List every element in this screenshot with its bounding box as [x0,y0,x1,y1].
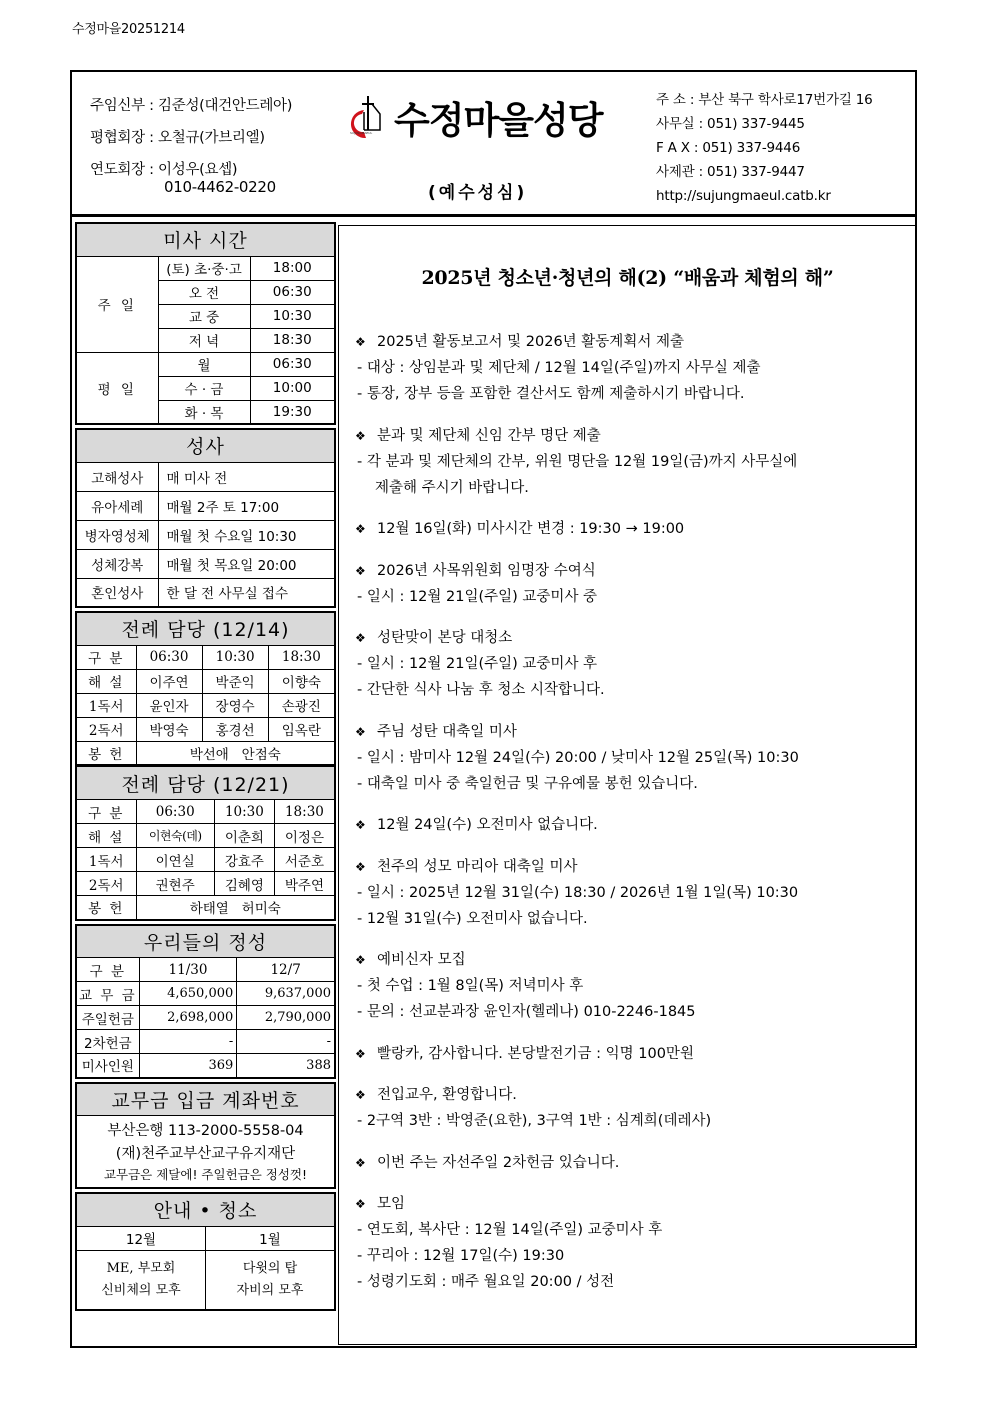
announcement-heading [355,719,910,745]
role-label: 해 설 [76,824,136,848]
announcements-list [355,329,910,1311]
assignee: 권현주 [136,872,214,896]
announcement-detail: - 일시 : 2025년 12월 31일(수) 18:30 / 2026년 1월 1일(목) 10:30 [357,884,799,901]
diamond-bullet-icon: ❖ [355,1197,366,1211]
announcement-heading [355,558,910,584]
weekday-label: 평 일 [76,352,158,424]
account-title: 교무금 입금 계좌번호 [76,1083,335,1116]
announcement-detail: - 연도회, 복사단 : 12월 14일(주일) 교중미사 후 [357,1222,663,1238]
announcement-detail: - 문의 : 선교분과장 윤인자(헬레나) 010-2246-1845 [357,1004,696,1020]
rectory-phone: 사제관 : 051) 337-9447 [656,164,805,180]
announcement-item [355,947,910,1025]
liturgy-title-1221: 전례 담당 (12/21) [76,767,335,800]
offering-type: 교 무 금 [76,982,139,1006]
announcement-item [355,625,910,703]
mass-name: 화 · 목 [158,400,250,424]
cleaning-title: 안내 • 청소 [76,1193,335,1226]
role-label: 2독서 [76,872,136,896]
parish-logo-icon [344,92,388,142]
assignee: 이춘희 [214,824,274,848]
account-note: 교무금은 제달에! 주일헌금은 정성껏! [103,1167,308,1182]
offering-type: 미사인원 [76,1054,139,1078]
attendance-count: 369 [139,1054,237,1078]
diamond-bullet-icon: ❖ [355,522,366,536]
diamond-bullet-icon: ❖ [355,818,366,832]
announcement-heading-text: 전입교우, 환영합니다. [377,1087,517,1103]
mass-time: 10:30 [250,304,335,328]
mass-name: 교 중 [158,304,250,328]
assignee: 박주연 [274,872,335,896]
announcement-heading-text: 모임 [377,1196,406,1212]
cleaning-groups-december [76,1250,206,1310]
mass-name: 수 · 금 [158,376,250,400]
column-header: 18:30 [274,800,335,824]
announcement-heading [355,854,910,880]
announcement-detail: - 성령기도회 : 매주 월요일 20:00 / 성전 [357,1274,615,1290]
announcement-detail: - 대축일 미사 중 축일헌금 및 구유예물 봉헌 있습니다. [357,775,698,792]
column-header: 06:30 [136,800,214,824]
sacrament-name: 병자영성체 [76,520,158,549]
announcement-detail: - 각 분과 및 제단체의 간부, 위원 명단을 12월 19일(금)까지 사무실에 [357,453,798,470]
sacrament-name: 성체강복 [76,549,158,578]
sacrament-name: 고해성사 [76,462,158,491]
announcement-heading-text: 2026년 사목위원회 임명장 수여식 [377,562,596,579]
diamond-bullet-icon: ❖ [355,1046,366,1061]
announcement-heading-text: 주님 성탄 대축일 미사 [377,723,517,740]
assignee: 서준호 [274,848,335,872]
announcement-detail: - 2구역 3반 : 박영준(요한), 3구역 1반 : 심계희(데레사) [357,1113,712,1129]
announcement-heading [355,329,910,355]
sacrament-schedule: 한 달 전 사무실 접수 [158,578,335,607]
sacrament-schedule: 매월 2주 토 17:00 [158,491,335,520]
offerings-title: 우리들의 정성 [76,925,335,958]
announcement-heading-text: 12월 24일(수) 오전미사 없습니다. [377,817,598,833]
sidebar [75,222,336,1314]
account-holder: (재)천주교부산교구유지재단 [115,1145,296,1162]
diamond-bullet-icon: ❖ [355,563,366,578]
bulletin-header [72,72,915,217]
announcement-heading-text: 분과 및 제단체 신임 간부 명단 제출 [377,427,601,444]
account-table [75,1082,336,1190]
office-phone: 사무실 : 051) 337-9445 [656,116,805,132]
announcement-detail: - 12월 31일(수) 오전미사 없습니다. [357,910,588,927]
announcement-heading-text: 예비신자 모집 [377,952,466,968]
announcement-detail: - 통장, 장부 등을 포함한 결산서도 함께 제출하시기 바랍니다. [357,386,745,402]
mass-time: 18:00 [250,256,335,280]
assignee: 이현숙(데) [136,824,214,848]
announcement-heading [355,1082,910,1108]
announcement-item [355,1150,910,1176]
group-name: 자비의 모후 [236,1282,304,1298]
mass-time: 06:30 [250,352,335,376]
assignee: 이정은 [274,824,335,848]
bank-account: 부산은행 113-2000-5558-04 [107,1123,304,1139]
sacrament-schedule: 매월 첫 목요일 20:00 [158,549,335,578]
liturgy-table-1221 [75,766,336,921]
role-label: 2독서 [76,717,136,741]
diamond-bullet-icon: ❖ [355,953,366,967]
mass-time: 10:00 [250,376,335,400]
diamond-bullet-icon: ❖ [355,859,366,874]
column-header: 11/30 [139,958,237,982]
liturgy-title-1214: 전례 담당 (12/14) [76,612,335,645]
announcement-item [355,812,910,838]
role-label: 1독서 [76,848,136,872]
announcement-detail: - 일시 : 밤미사 12월 24일(수) 20:00 / 낮미사 12월 25일(목) 10:30 [357,749,799,766]
offering-amount: 2,698,000 [139,1006,237,1030]
offering-type: 2차헌금 [76,1030,139,1054]
announcement-heading [355,947,910,973]
fax-number: F A X : 051) 337-9446 [656,140,801,156]
role-label: 1독서 [76,693,136,717]
month-header: 12월 [76,1226,206,1250]
offering-assignees: 하태열 허미숙 [136,896,335,920]
month-header: 1월 [206,1226,336,1250]
sacrament-schedule: 매 미사 전 [158,462,335,491]
column-header: 12/7 [237,958,335,982]
offering-amount: 9,637,000 [237,982,335,1006]
announcement-heading-text: 천주의 성모 마리아 대축일 미사 [377,858,578,875]
assignee: 이향숙 [268,669,335,693]
svg-text:SUJUNGMAEUL: SUJUNGMAEUL [350,131,373,135]
diamond-bullet-icon: ❖ [355,631,366,645]
announcement-item [355,558,910,610]
assignee: 윤인자 [136,693,202,717]
mass-name: 저 녁 [158,328,250,352]
bulletin-frame [70,70,917,1348]
attendance-count: 388 [237,1054,335,1078]
column-header: 10:30 [202,645,268,669]
announcement-heading-text: 빨랑카, 감사합니다. 본당발전기금 : 익명 100만원 [377,1045,694,1062]
announcements-title: 2025년 청소년·청년의 해(2) “배움과 체험의 해” [421,267,834,289]
announcement-heading [355,516,910,542]
offering-assignees: 박선애 안점숙 [136,741,335,765]
announcement-heading-text: 12월 16일(화) 미사시간 변경 : 19:30 → 19:00 [377,521,685,537]
contact-info [656,88,873,208]
mass-name: 오 전 [158,280,250,304]
offering-amount: - [237,1030,335,1054]
sacraments-table [75,428,336,608]
document-id: 수정마을20251214 [72,22,185,37]
sunday-label: 주 일 [76,256,158,352]
offering-amount: 4,650,000 [139,982,237,1006]
sacrament-schedule: 매월 첫 수요일 10:30 [158,520,335,549]
elderly-phone: 010-4462-0220 [164,178,276,196]
role-label: 해 설 [76,669,136,693]
diamond-bullet-icon: ❖ [355,335,366,349]
cleaning-table [75,1192,336,1311]
column-header: 구 분 [76,645,136,669]
announcement-heading [355,1191,910,1217]
mass-name: 월 [158,352,250,376]
announcement-heading [355,1041,910,1067]
group-name: ME, 부모회 [106,1260,176,1276]
column-header: 구 분 [76,800,136,824]
assignee: 이주연 [136,669,202,693]
mass-times-table [75,222,336,425]
announcement-item [355,854,910,932]
mass-time: 19:30 [250,400,335,424]
offering-type: 주일헌금 [76,1006,139,1030]
diamond-bullet-icon: ❖ [355,1088,366,1102]
announcement-heading-text: 2025년 활동보고서 및 2026년 활동계획서 제출 [377,334,684,350]
sacrament-name: 혼인성사 [76,578,158,607]
assignee: 김혜영 [214,872,274,896]
announcement-item [355,329,910,407]
announcement-detail: 제출해 주시기 바랍니다. [375,479,529,496]
sacraments-title: 성사 [76,429,335,462]
announcement-heading [355,625,910,651]
announcement-detail: - 대상 : 상임분과 및 제단체 / 12월 14일(주일)까지 사무실 제출 [357,360,761,376]
assignee: 홍경선 [202,717,268,741]
assignee: 강효주 [214,848,274,872]
parish-patron: (예수성심) [428,183,528,203]
announcement-heading-text: 이번 주는 자선주일 2차헌금 있습니다. [377,1154,620,1171]
announcement-item [355,423,910,501]
column-header: 10:30 [214,800,274,824]
announcement-heading-text: 성탄맞이 본당 대청소 [377,630,513,646]
website-link[interactable]: http://sujungmaeul.catb.kr [656,188,831,204]
assignee: 박준익 [202,669,268,693]
mass-name: (토) 초·중·고 [158,256,250,280]
announcement-detail: - 꾸리아 : 12월 17일(수) 19:30 [357,1248,565,1264]
column-header: 구 분 [76,958,139,982]
mass-times-title: 미사 시간 [76,223,335,256]
column-header: 06:30 [136,645,202,669]
diamond-bullet-icon: ❖ [355,724,366,739]
assignee: 박영숙 [136,717,202,741]
announcement-heading [355,1150,910,1176]
announcement-heading [355,423,910,449]
elderly-president: 연도회장 : 이성우(요셉) [90,162,238,178]
parish-brand [342,86,642,156]
announcement-item [355,1191,910,1295]
pastor: 주임신부 : 김준성(대건안드레아) [90,98,293,114]
assignee: 이연실 [136,848,214,872]
mass-time: 06:30 [250,280,335,304]
announcement-detail: - 첫 수업 : 1월 8일(목) 저녁미사 후 [357,978,584,994]
column-header: 18:30 [268,645,335,669]
assignee: 임옥란 [268,717,335,741]
clergy-info [90,90,292,196]
assignee: 손광진 [268,693,335,717]
announcement-heading [355,812,910,838]
parish-name: 수정마을성당 [394,99,603,142]
announcement-item [355,719,910,797]
announcement-item [355,1082,910,1134]
announcements-panel [338,225,917,1345]
assignee: 장영수 [202,693,268,717]
group-name: 신비체의 모후 [101,1282,181,1298]
mass-time: 18:30 [250,328,335,352]
council-president: 평협회장 : 오철규(가브리엘) [90,130,265,146]
group-name: 다윗의 탑 [242,1260,298,1276]
announcement-item [355,1041,910,1067]
cleaning-groups-january [206,1250,336,1310]
offering-amount: - [139,1030,237,1054]
announcement-item [355,516,910,542]
diamond-bullet-icon: ❖ [355,1155,366,1170]
role-label: 봉 헌 [76,896,136,920]
role-label: 봉 헌 [76,741,136,765]
diamond-bullet-icon: ❖ [355,428,366,443]
announcement-detail: - 간단한 식사 나눔 후 청소 시작합니다. [357,682,605,698]
announcement-detail: - 일시 : 12월 21일(주일) 교중미사 중 [357,588,598,605]
address: 주 소 : 부산 북구 학사로17번가길 16 [656,92,873,108]
announcement-detail: - 일시 : 12월 21일(주일) 교중미사 후 [357,656,598,672]
liturgy-table-1214 [75,611,336,766]
sacrament-name: 유아세례 [76,491,158,520]
offerings-table [75,924,336,1079]
offering-amount: 2,790,000 [237,1006,335,1030]
